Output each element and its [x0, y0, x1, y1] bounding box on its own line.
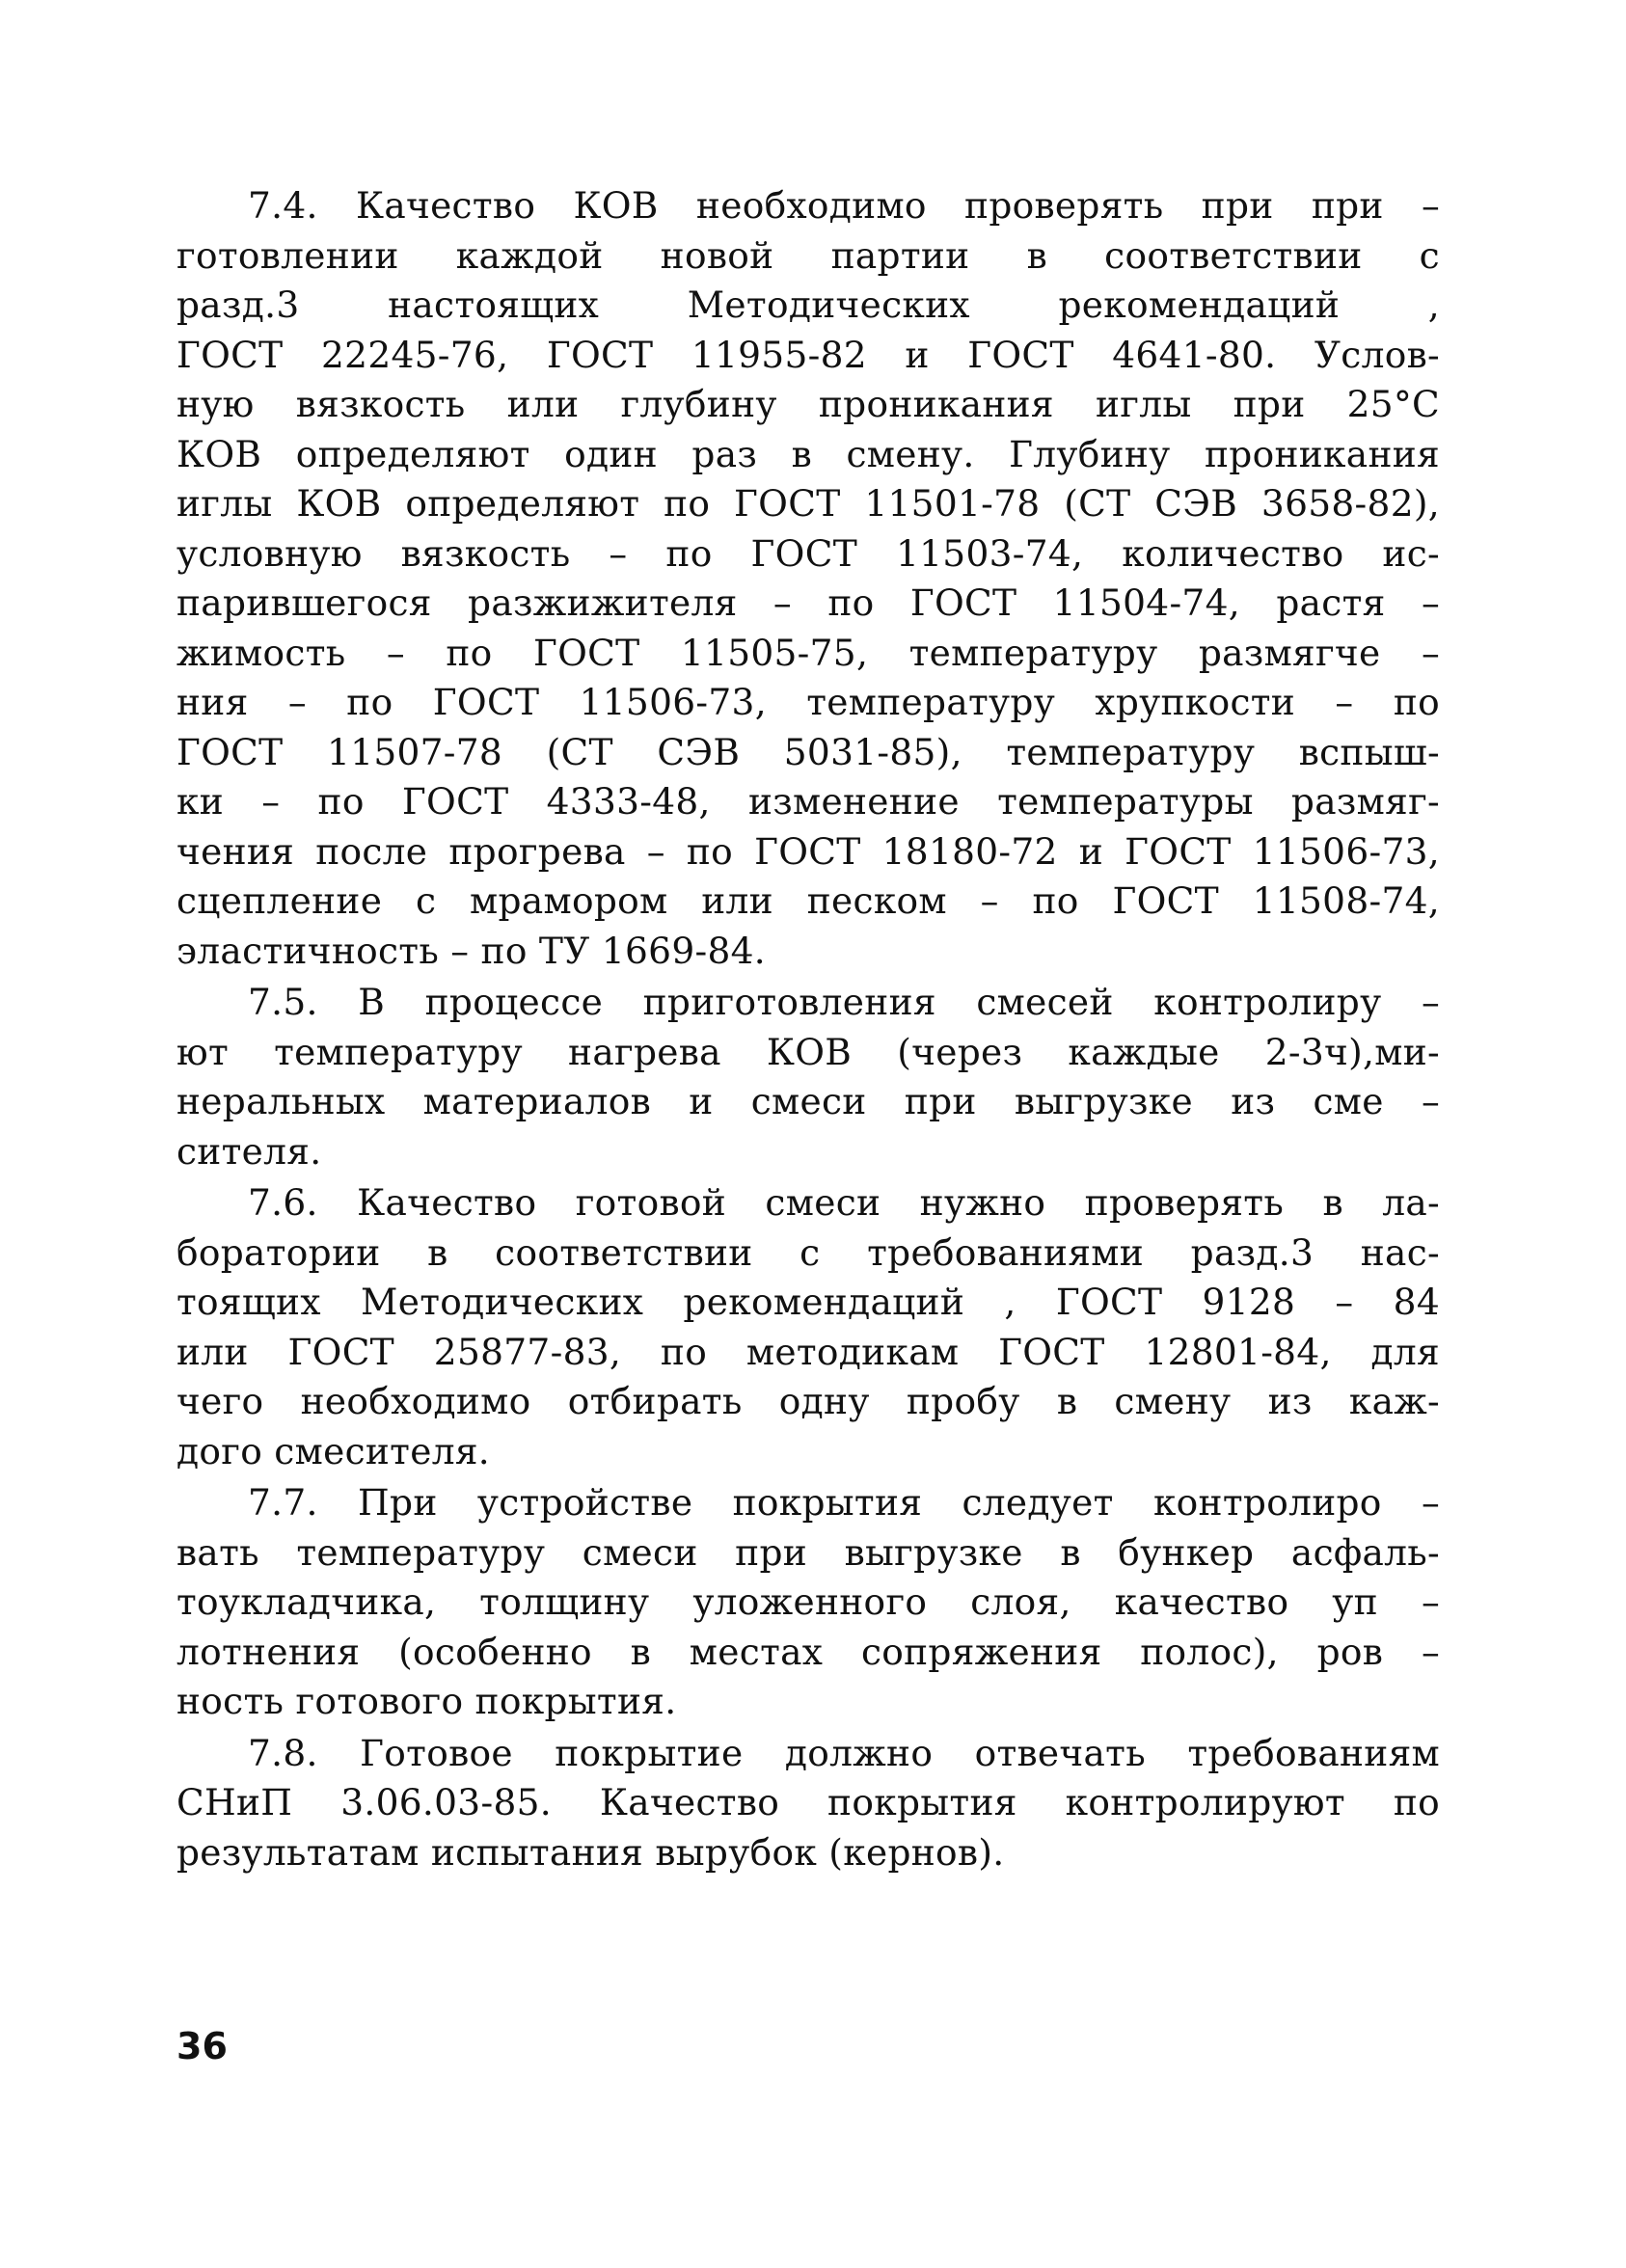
text-line: ность готового покрытия.	[176, 1680, 677, 1722]
text-line: дого смесителя.	[176, 1429, 491, 1472]
paragraph-7-5	[176, 978, 1440, 1176]
text-line: 7.7. При устройстве покрытия следует контролиро –	[248, 1481, 1440, 1524]
text-line: иглы КОВ определяют по ГОСТ 11501-78 (СТ СЭВ 3658-82),	[176, 482, 1440, 525]
text-line: ГОСТ 22245-76, ГОСТ 11955-82 и ГОСТ 4641-80. Услов-	[176, 333, 1440, 376]
text-line: боратории в соответствии с требованиями разд.3 нас-	[176, 1230, 1440, 1274]
text-line: 7.4. Качество КОВ необходимо проверять при при –	[248, 184, 1440, 227]
text-line: ную вязкость или глубину проникания иглы при 25°С	[176, 383, 1440, 425]
page-number: 36	[176, 2025, 228, 2067]
text-line: сцепление с мрамором или песком – по ГОСТ 11508-74,	[176, 879, 1440, 922]
text-line: тоукладчика, толщину уложенного слоя, качество уп –	[176, 1580, 1440, 1623]
paragraph-7-7	[176, 1478, 1440, 1727]
text-line: вать температуру смеси при выгрузке в бункер асфаль-	[176, 1530, 1440, 1574]
text-line: ГОСТ 11507-78 (СТ СЭВ 5031-85), температуру вспыш-	[176, 730, 1440, 773]
paragraph-7-8	[176, 1729, 1440, 1878]
text-line: эластичность – по ТУ 1669-84.	[176, 929, 767, 972]
text-line: чего необходимо отбирать одну пробу в смену из каж-	[176, 1380, 1440, 1422]
paragraph-7-4	[176, 181, 1440, 976]
body-text	[176, 181, 1440, 1879]
text-line: или ГОСТ 25877-83, по методикам ГОСТ 12801-84, для	[176, 1330, 1440, 1373]
text-line: 7.5. В процессе приготовления смесей контролиру –	[248, 981, 1440, 1023]
text-line: парившегося разжижителя – по ГОСТ 11504-74, растя –	[176, 581, 1440, 624]
text-line: сителя.	[176, 1129, 322, 1173]
text-line: тоящих Методических рекомендаций , ГОСТ 9128 – 84	[176, 1281, 1440, 1323]
text-line: СНиП 3.06.03-85. Качество покрытия контролируют по	[176, 1781, 1440, 1823]
text-line: жимость – по ГОСТ 11505-75, температуру размягче –	[176, 631, 1440, 674]
text-line: 7.8. Готовое покрытие должно отвечать требованиям	[248, 1731, 1440, 1774]
text-line: ки – по ГОСТ 4333-48, изменение температуры размяг-	[176, 780, 1440, 823]
text-line: 7.6. Качество готовой смеси нужно проверять в ла-	[248, 1181, 1440, 1224]
text-line: ния – по ГОСТ 11506-73, температуру хрупкости – по	[176, 681, 1440, 723]
text-line: ют температуру нагрева КОВ (через каждые 2-3ч),ми-	[176, 1030, 1440, 1073]
text-line: готовлении каждой новой партии в соответствии с	[176, 233, 1440, 277]
text-line: лотнения (особенно в местах сопряжения полос), ров –	[176, 1630, 1440, 1673]
text-line: неральных материалов и смеси при выгрузке из сме –	[176, 1080, 1440, 1122]
text-line: условную вязкость – по ГОСТ 11503-74, количество ис-	[176, 531, 1440, 575]
paragraph-7-6	[176, 1178, 1440, 1476]
text-line: результатам испытания вырубок (кернов).	[176, 1830, 1005, 1874]
text-line: разд.3 настоящих Методических рекомендаций ,	[176, 284, 1440, 326]
text-line: КОВ определяют один раз в смену. Глубину проникания	[176, 432, 1440, 475]
text-line: чения после прогрева – по ГОСТ 18180-72 и ГОСТ 11506-73,	[176, 829, 1440, 873]
